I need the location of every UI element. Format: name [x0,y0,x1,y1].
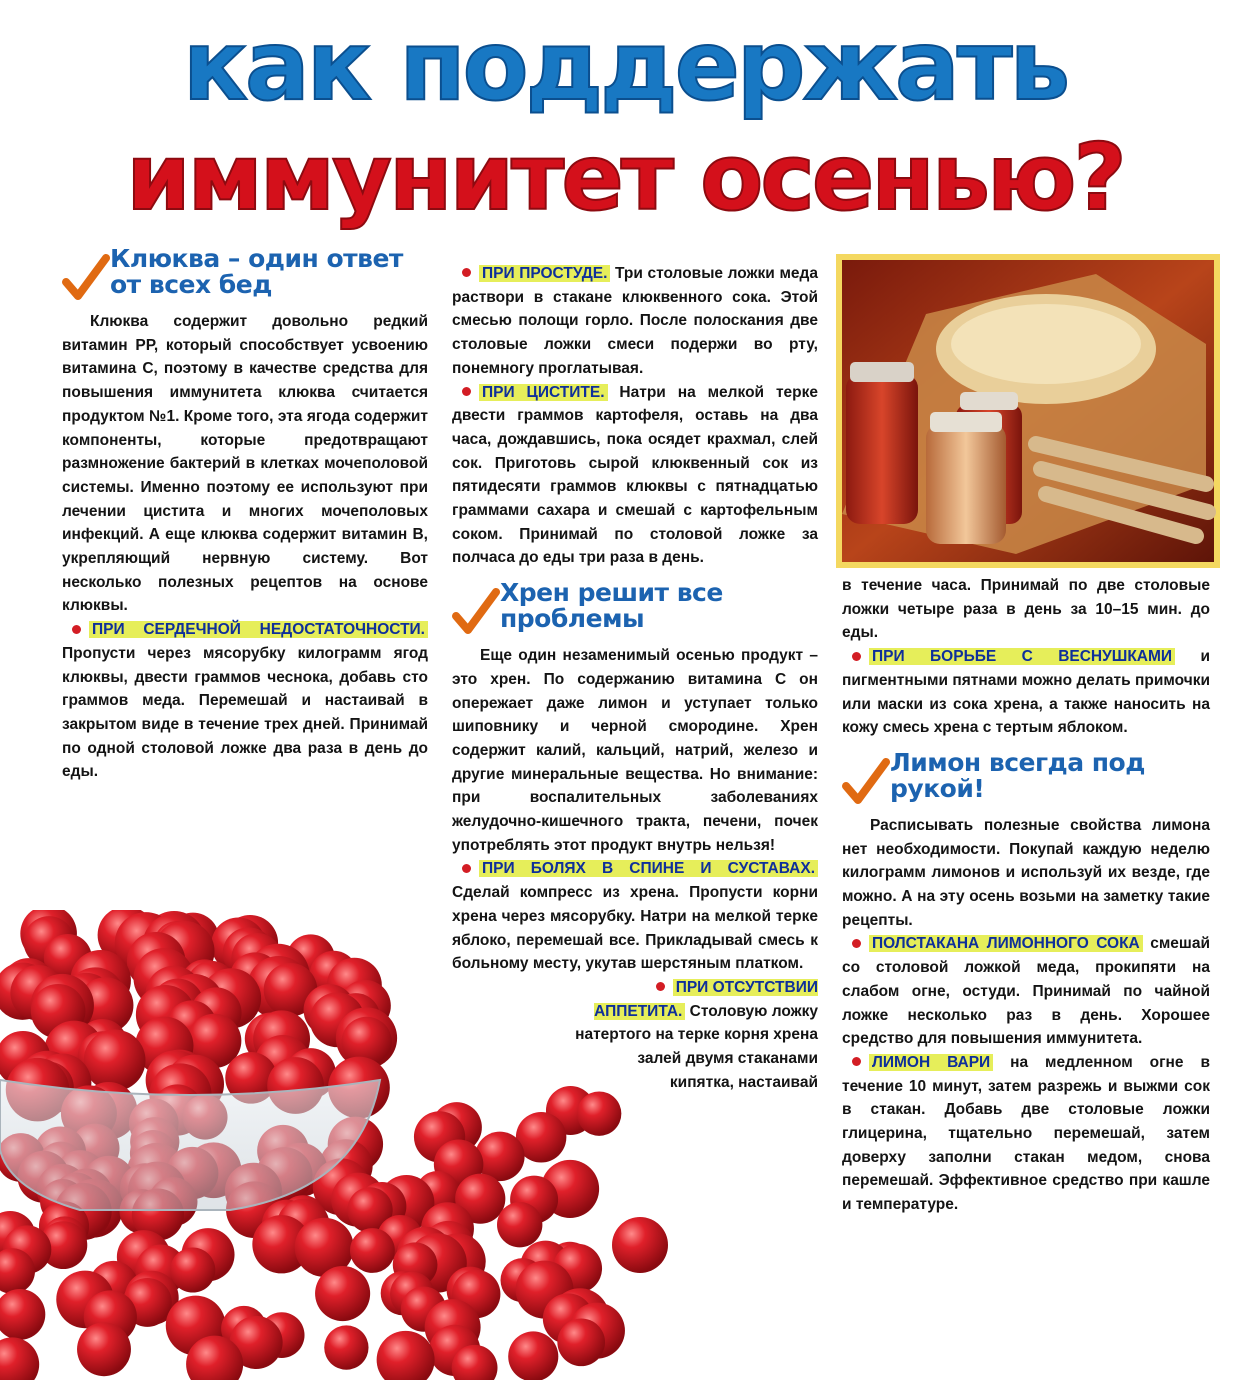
bullet-icon [462,387,471,396]
recipe-lemon-juice [842,932,1210,1051]
heading-text: Клюква – один ответ от всех бед [110,244,403,299]
bullet-icon [72,625,81,634]
title-line-2: иммунитет осенью? [126,124,1124,231]
heading-text: Хрен решит все проблемы [500,578,723,634]
recipe-boil-lemon [842,1051,1210,1217]
cranberry [350,1228,395,1273]
recipe-label: ПРИ ЦИСТИТЕ. [479,384,608,401]
recipe-text: Натри на мелкой терке двести граммов картофеля, оставь на два часа, дождавшись, пока осядет крахмал, слей сок. Приготовь сырой клюквенный сок из пятидесяти граммов клюквы с пятнадцатью граммами сахара и смешай с картофельным соком. Принимай по столовой ложке за полчаса до еды три раза в день. [452,383,819,567]
recipe-freckles [842,645,1210,740]
recipe-cystitis [452,381,818,571]
recipe-text: Три столовые ложки меда раствори в стакане клюквенного сока. Этой смесью полощи горло. После полоскания две столовые ложки смеси подержи во рту, понемногу проглатывая. [452,265,818,377]
cranberry [77,1322,131,1376]
recipe-cold [452,262,818,381]
recipe-label: ПРИ БОЛЯХ В СПИНЕ И СУСТАВАХ. [479,860,818,877]
cranberry [0,1337,39,1380]
recipe-label: ПОЛСТАКАНА ЛИМОННОГО СОКА [869,935,1143,952]
heading-text: Лимон всегда под рукой! [890,747,1145,803]
cranberry [577,1091,621,1135]
cranberry [84,1029,146,1091]
paragraph-intro: Клюква содержит довольно редкий витамин РР, который способствует усвоению витамина С, поэтому в качестве средства для повышения иммунитета клюква считается продуктом №1. Кроме того, эта ягода содержит компоненты, которые предотвращают размножение бактерий в клетках мочеполовой системы. Именно поэтому ее используют при лечении цистита и многих мочеполовых инфекций. А еще клюква содержит витамин В, укрепляющий нервную систему. Вот несколько полезных рецептов на основе клюквы. [62,313,428,615]
checkmark-icon [62,252,110,304]
recipe-label: ПРИ ОТСУТСТВИИ АППЕТИТА. [594,978,818,1020]
section-heading-cranberry [62,246,428,304]
checkmark-icon [452,586,500,638]
column-cranberry [62,246,428,784]
cranberry [497,1202,542,1247]
section-heading-lemon [842,747,1210,808]
cranberry [612,1217,668,1273]
recipe-heart [62,618,428,784]
bullet-icon [462,268,471,277]
cranberry [377,1331,435,1380]
recipe-label: ПРИ ПРОСТУДЕ. [479,265,610,282]
recipe-text: и пигментными пятнами можно делать примочки или маски из сока хрена, а также наносить на кожу смесь хрена с тертым яблоком. [842,648,1211,737]
recipe-label: ЛИМОН ВАРИ [869,1054,993,1071]
bullet-icon [852,652,861,661]
bullet-icon [852,939,861,948]
column-lemon [842,574,1210,1217]
bullet-icon [852,1057,861,1066]
horseradish-photo [836,254,1220,568]
recipe-text: на медленном огне в течение 10 минут, затем разрежь и выжми сок в стакан. Добавь две столовые ложки глицерина, тщательно перемешай, затем доверху заполни стакан медом, снова перемешай. Эффективное средство при кашле и температуре. [842,1053,1210,1214]
cranberry [315,1266,370,1321]
cranberry [0,1289,45,1340]
recipe-text: Пропусти через мясорубку килограмм ягод клюквы, двести граммов чеснока, добавь сто граммов меда. Перемешай и настаивай в закрытом виде в течение трех дней. Принимай по одной столовой ложке два раза в день до еды. [62,644,428,781]
recipe-label: ПРИ СЕРДЕЧНОЙ НЕДОСТАТОЧНОСТИ. [89,621,428,638]
title-line-1: как поддержать [182,10,1068,122]
checkmark-icon [842,756,890,808]
section-heading-horseradish [452,580,818,638]
recipe-text: Сделай компресс из хрена. Пропусти корни хрена через мясорубку. Натри на мелкой терке яблоко, перемешай все. Прикладывай смесь к больному месту, укутав шерстяным платком. [452,884,818,973]
cranberry-bowl-image [0,910,830,1380]
recipe-text: смешай со столовой ложкой меда, прокипяти на слабом огне, остуди. Принимай по чайной ложке несколько раз в день. Хорошее средство для повышения иммунитета. [842,935,1210,1048]
cranberry [508,1331,558,1380]
cranberry [170,1248,215,1293]
cranberry [324,1325,368,1369]
cranberry [557,1318,605,1366]
recipe-label: ПРИ БОРЬБЕ С ВЕСНУШКАМИ [869,648,1175,665]
paragraph-intro: Расписывать полезные свойства лимона нет необходимости. Покупай каждую неделю килограмм лимонов и используй их везде, где можно. А на эту осень возьми на заметку такие рецепты. [842,816,1210,929]
recipe-text: Столовую ложку натертого на терке корня хрена залей двумя стаканами кипятка, настаивай [575,1002,818,1091]
paragraph-continued: в течение часа. Принимай по две столовые ложки четыре раза в день за 10–15 мин. до еды. [842,577,1210,642]
paragraph-intro: Еще один незаменимый осенью продукт – это хрен. По содержанию витамина С он опережает даже лимон и уступает только шиповнику и черной смородине. Хрен содержит калий, кальций, натрий, железо и другие минеральные вещества. Но внимание: при воспалительных заболеваниях желудочно-кишечного тракта, печени, почек употреблять этот продукт внутрь нельзя! [452,647,818,854]
bullet-icon [462,864,471,873]
